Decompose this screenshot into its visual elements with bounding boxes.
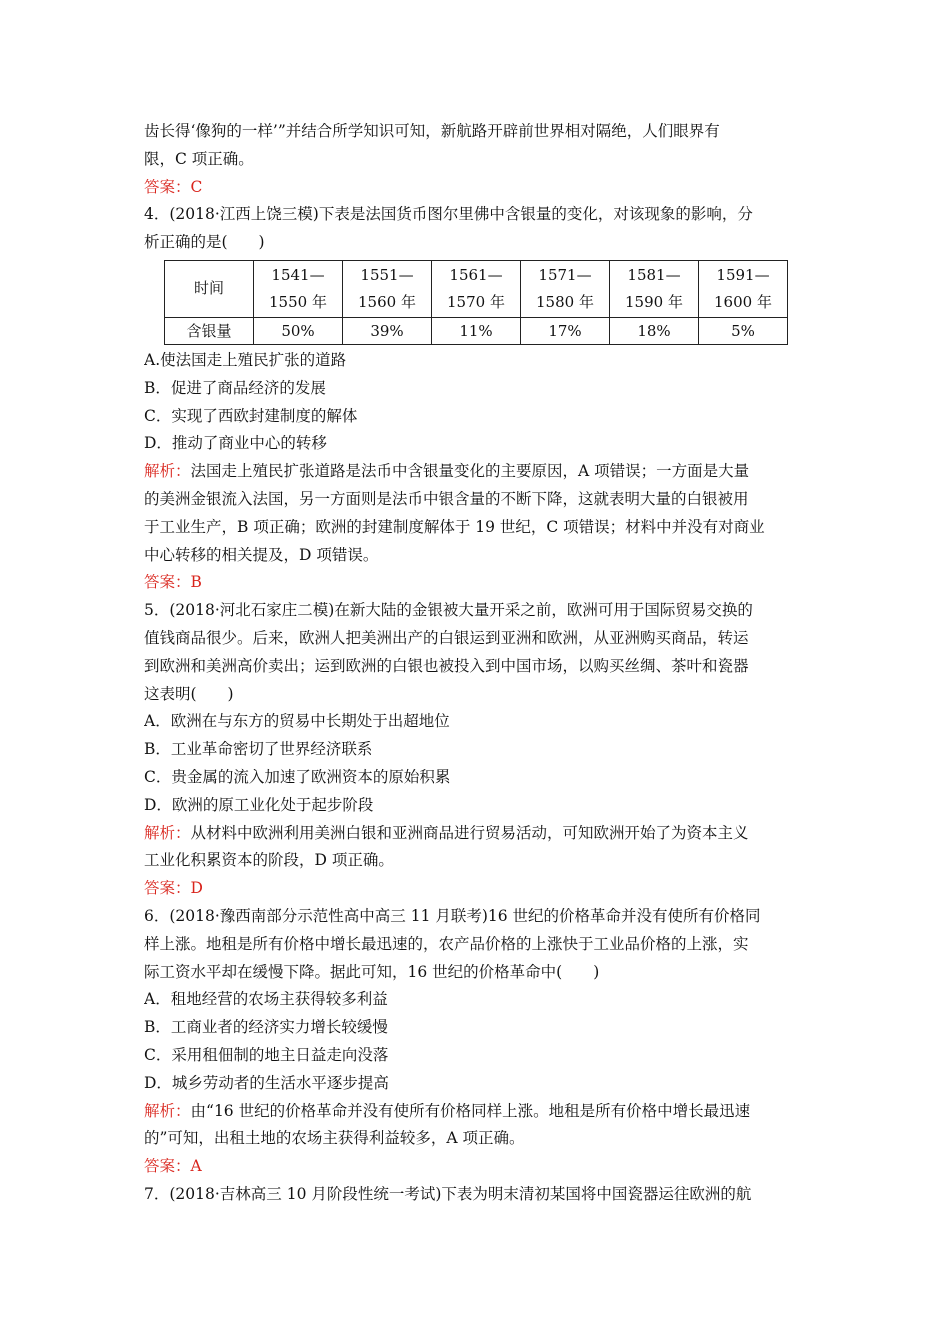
silver-content-table [164,260,788,345]
q4-option-c: C．实现了西欧封建制度的解体 [144,406,358,425]
answer-value: D [190,879,203,898]
q5-option-c: C．贵金属的流入加速了欧洲资本的原始积累 [144,767,451,786]
answer-label: 答案： [144,879,191,898]
table-cell-value: 5% [699,317,788,344]
q3-text-line: 限，C 项正确。 [144,149,254,168]
q4-analysis-line: 于工业生产，B 项正确；欧洲的封建制度解体于 19 世纪，C 项错误；材料中并没有对商业 [144,517,765,536]
q3-text-line: 齿长得‘像狗的一样’”并结合所学知识可知，新航路开辟前世界相对隔绝，人们眼界有 [144,122,720,140]
answer-value: C [190,177,203,196]
q4-analysis-line: 中心转移的相关提及，D 项错误。 [144,545,379,564]
q6-option-b: B．工商业者的经济实力增长较缓慢 [144,1018,388,1037]
q5-option-d: D．欧洲的原工业化处于起步阶段 [144,795,374,814]
q6-stem-line: 样上涨。地租是所有价格中增长最迅速的，农产品价格的上涨快于工业品价格的上涨，实 [144,934,749,953]
table-cell-time-label: 时间 [165,260,254,317]
table-cell-period: 1591— 1600 年 [699,260,788,317]
q5-stem-line: 这表明( ) [144,684,234,703]
table-cell-period: 1551— 1560 年 [343,260,432,317]
table-cell-silver-label: 含银量 [165,317,254,344]
q4-analysis-line: 的美洲金银流入法国，另一方面则是法币中银含量的不断下降，这就表明大量的白银被用 [144,489,749,508]
q6-stem-line: 际工资水平却在缓慢下降。据此可知，16 世纪的价格革命中( ) [144,962,600,981]
q6-option-a: A．租地经营的农场主获得较多利益 [144,990,388,1009]
q7-stem-line: 7．(2018·吉林高三 10 月阶段性统一考试)下表为明末清初某国将中国瓷器运往欧洲的航 [144,1184,752,1203]
q3-answer [144,174,810,202]
q5-stem-line: 到欧洲和美洲高价卖出；运到欧洲的白银也被投入到中国市场，以购买丝绸、茶叶和瓷器 [144,656,749,675]
q5-stem-line: 5．(2018·河北石家庄二模)在新大陆的金银被大量开采之前，欧洲可用于国际贸易交换的 [144,601,753,620]
q4-stem-line: 4．(2018·江西上饶三模)下表是法国货币图尔里佛中含银量的变化，对该现象的影响，分 [144,205,753,224]
q6-option-c: C．采用租佃制的地主日益走向没落 [144,1045,389,1064]
table-cell-value: 39% [343,317,432,344]
q5-answer [144,875,810,903]
q5-analysis-line: 工业化积累资本的阶段，D 项正确。 [144,851,394,870]
q6-analysis-line: 解析：由“16 世纪的价格革命并没有使所有价格同样上涨。地租是所有价格中增长最迅速 [144,1101,751,1120]
q4-answer [144,569,810,597]
q4-option-a: A.使法国走上殖民扩张的道路 [144,350,347,369]
q6-option-d: D．城乡劳动者的生活水平逐步提高 [144,1073,389,1092]
q5-option-a: A．欧洲在与东方的贸易中长期处于出超地位 [144,712,450,731]
table-row [165,317,788,344]
document-page [144,118,810,1209]
table-cell-period: 1541— 1550 年 [254,260,343,317]
answer-label: 答案： [144,1157,191,1176]
answer-value: A [190,1157,202,1176]
answer-label: 答案： [144,177,191,196]
analysis-label: 解析： [144,1101,191,1120]
q6-stem-line: 6．(2018·豫西南部分示范性高中高三 11 月联考)16 世纪的价格革命并没有使所有价格同 [144,906,761,925]
table-cell-period: 1581— 1590 年 [610,260,699,317]
table-cell-value: 18% [610,317,699,344]
analysis-label: 解析： [144,462,191,481]
q4-option-b: B．促进了商品经济的发展 [144,378,326,397]
q5-option-b: B．工业革命密切了世界经济联系 [144,740,373,759]
q6-answer [144,1153,810,1181]
q4-stem-line: 析正确的是( ) [144,233,265,252]
q6-analysis-line: 的”可知，出租土地的农场主获得利益较多，A 项正确。 [144,1129,525,1148]
q4-analysis-line: 解析：法国走上殖民扩张道路是法币中含银量变化的主要原因，A 项错误；一方面是大量 [144,462,750,481]
table-row [165,260,788,317]
answer-value: B [190,573,202,592]
q4-option-d: D．推动了商业中心的转移 [144,434,327,453]
q5-analysis-line: 解析：从材料中欧洲利用美洲白银和亚洲商品进行贸易活动，可知欧洲开始了为资本主义 [144,823,749,842]
table-cell-period: 1571— 1580 年 [521,260,610,317]
answer-label: 答案： [144,573,191,592]
table-cell-value: 11% [432,317,521,344]
table-cell-value: 50% [254,317,343,344]
table-cell-period: 1561— 1570 年 [432,260,521,317]
q5-stem-line: 值钱商品很少。后来，欧洲人把美洲出产的白银运到亚洲和欧洲，从亚洲购买商品，转运 [144,628,749,647]
analysis-label: 解析： [144,823,191,842]
table-cell-value: 17% [521,317,610,344]
